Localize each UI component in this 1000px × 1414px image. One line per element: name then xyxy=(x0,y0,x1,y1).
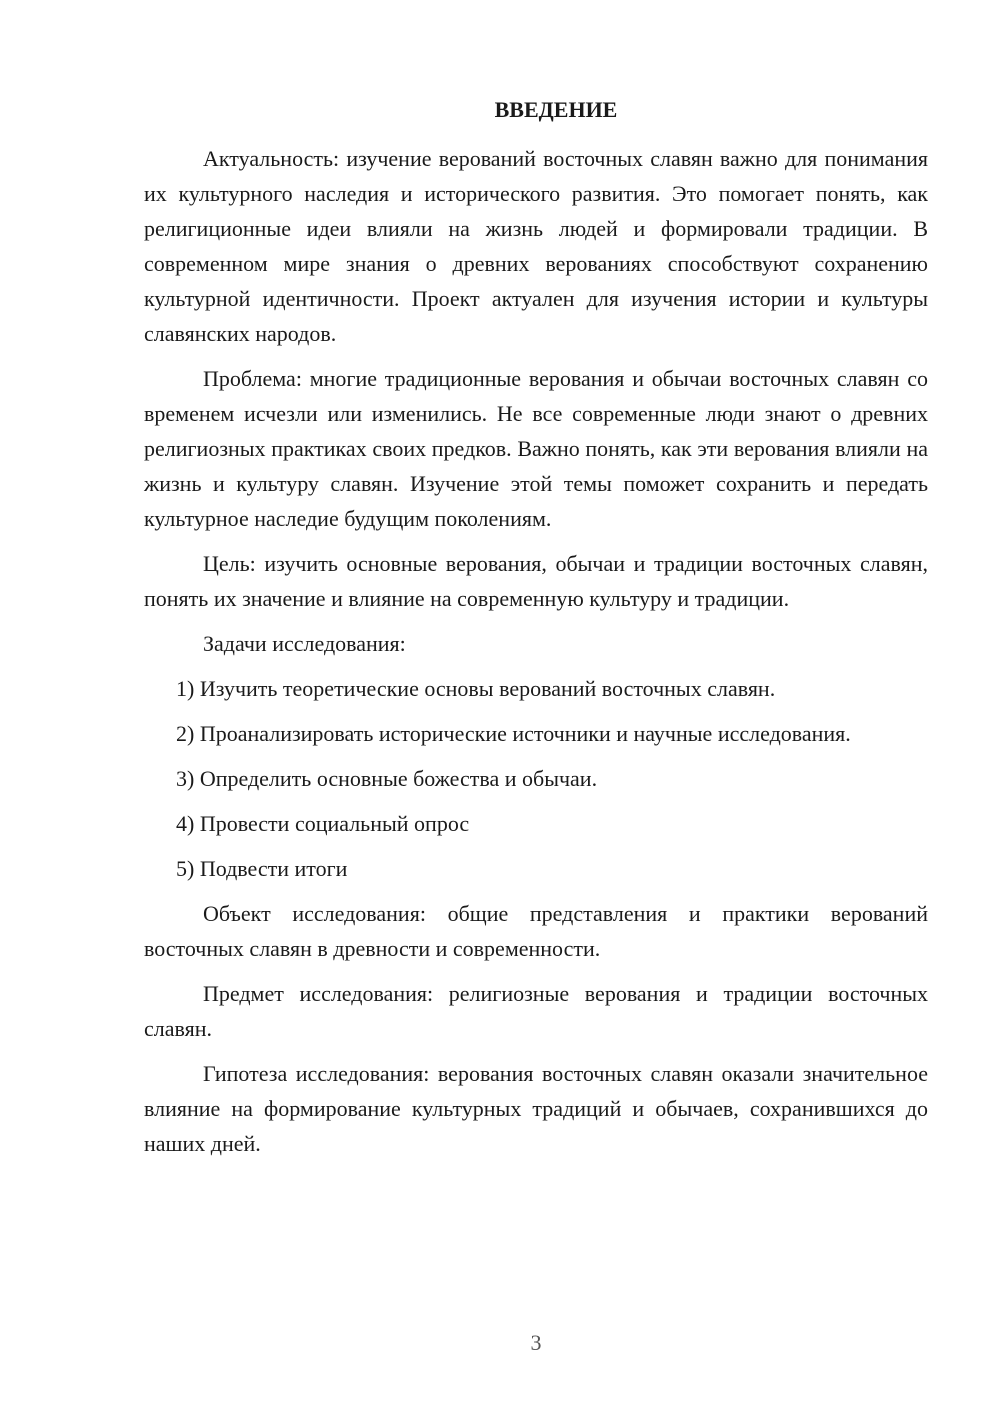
page-content xyxy=(144,92,928,1171)
task-item-2: 2) Проанализировать исторические источники и научные исследования. xyxy=(176,721,851,746)
hypothesis-paragraph: Гипотеза исследования: верования восточных славян оказали значительное влияние на формирование культурных традиций и обычаев, сохранившихся до наших дней. xyxy=(144,1061,928,1156)
problem-paragraph: Проблема: многие традиционные верования и обычаи восточных славян со временем исчезли или изменились. Не все современные люди знают о древних религиозных практиках своих предков. Важно понять, как эти верования влияли на жизнь и культуру славян. Изучение этой темы поможет сохранить и передать культурное наследие будущим поколениям. xyxy=(144,366,928,531)
tasks-heading: Задачи исследования: xyxy=(203,631,406,656)
task-item-4: 4) Провести социальный опрос xyxy=(176,811,470,836)
task-item-3: 3) Определить основные божества и обычаи. xyxy=(176,766,598,791)
task-item-1: 1) Изучить теоретические основы верований восточных славян. xyxy=(176,676,776,701)
section-title: ВВЕДЕНИЕ xyxy=(494,97,618,122)
goal-paragraph: Цель: изучить основные верования, обычаи и традиции восточных славян, понять их значение и влияние на современную культуру и традиции. xyxy=(144,551,928,611)
subject-paragraph: Предмет исследования: религиозные верования и традиции восточных славян. xyxy=(144,981,928,1041)
task-item-5: 5) Подвести итоги xyxy=(176,856,348,881)
object-paragraph: Объект исследования: общие представления и практики верований восточных славян в древности и современности. xyxy=(144,901,928,961)
page-number: 3 xyxy=(530,1330,542,1355)
relevance-paragraph: Актуальность: изучение верований восточных славян важно для понимания их культурного наследия и исторического развития. Это помогает понять, как религиционные идеи влияли на жизнь людей и формировали традиции. В современном мире знания о древних верованиях способствуют сохранению культурной идентичности. Проект актуален для изучения истории и культуры славянских народов. xyxy=(144,146,928,346)
